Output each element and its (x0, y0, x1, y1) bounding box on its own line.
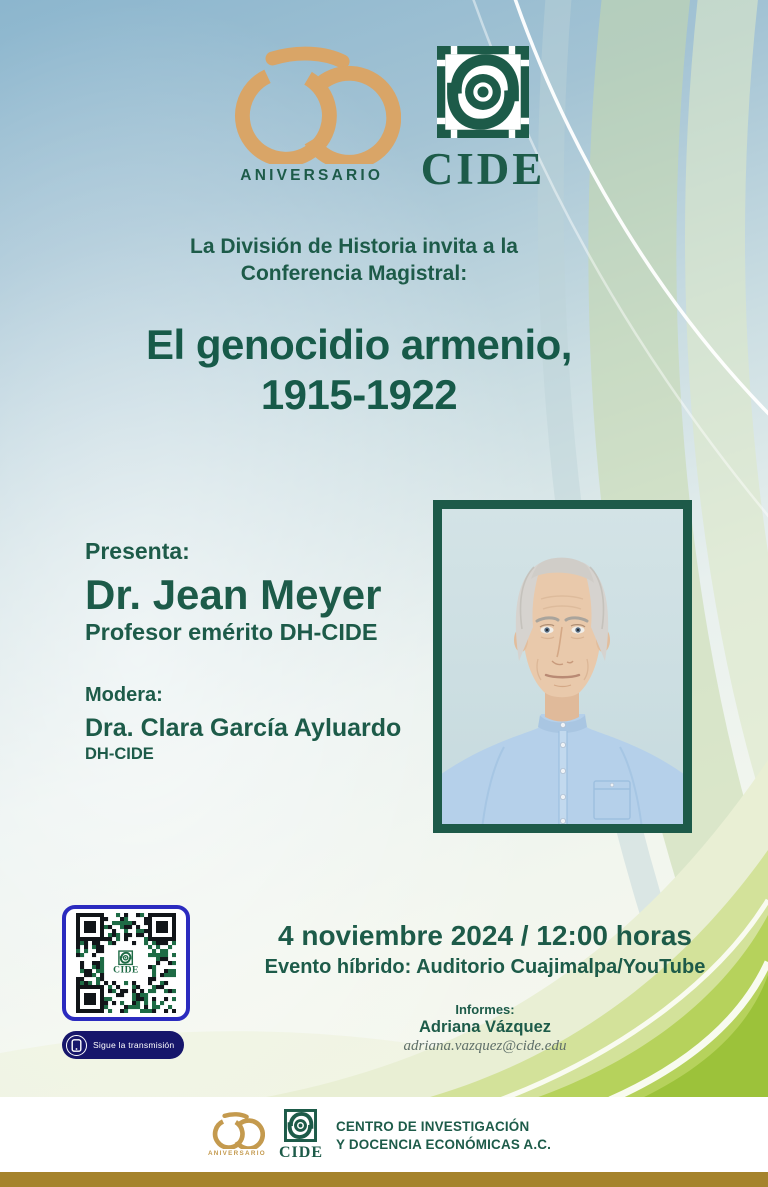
speaker-name: Dr. Jean Meyer (85, 571, 382, 618)
event-mode: Evento híbrido: Auditorio Cuajimalpa/YouTube (264, 956, 706, 978)
speaker-block (85, 538, 401, 764)
contact-email: adriana.vazquez@cide.edu (403, 1038, 567, 1054)
contact-name: Adriana Vázquez (418, 1018, 552, 1036)
cide-emblem-mini-icon (118, 950, 133, 965)
title-line2: 1915-1922 (260, 371, 458, 418)
qr-block (62, 905, 192, 1059)
footer-anniversary-logo (208, 1112, 266, 1157)
qr-center-logo (111, 949, 141, 977)
footer (0, 1097, 768, 1187)
qr-center-label: CIDE (113, 965, 139, 976)
title-line1: El genocidio armenio, (146, 321, 572, 368)
intro-text (0, 233, 708, 287)
contact-info (235, 1002, 735, 1055)
footer-band (0, 1097, 768, 1172)
moderator-label: Modera: (85, 684, 163, 707)
speaker-role: Profesor emérito DH-CIDE (85, 619, 378, 646)
footer-cide-logo (279, 1109, 323, 1161)
footer-gold-bar (0, 1172, 768, 1187)
qr-code[interactable] (76, 913, 176, 1013)
footer-anniversary-label: ANIVERSARIO (207, 1150, 266, 1157)
footer-cide-emblem-icon (284, 1109, 317, 1142)
contact-label: Informes: (455, 1002, 515, 1017)
footer-org-name (336, 1117, 551, 1153)
footer-org-line2: Y DOCENCIA ECONÓMICAS A.C. (336, 1135, 552, 1152)
speaker-photo (433, 500, 692, 833)
cide-emblem-icon (437, 46, 529, 138)
moderator-name: Dra. Clara García Ayluardo (85, 714, 402, 743)
footer-org-line1: CENTRO DE INVESTIGACIÓN (336, 1117, 530, 1134)
event-info (235, 920, 735, 979)
anniversary-label: ANIVERSARIO (240, 167, 384, 184)
phone-icon (66, 1035, 87, 1056)
moderator-affiliation: DH-CIDE (85, 745, 154, 764)
presents-label: Presenta: (85, 538, 190, 564)
qr-card (62, 905, 190, 1021)
footer-anniversary-50-mark-icon (209, 1112, 265, 1149)
event-datetime: 4 noviembre 2024 / 12:00 horas (278, 920, 692, 951)
page-title (0, 320, 718, 420)
anniversary-50-mark-icon (223, 46, 401, 164)
speaker-portrait-illustration (442, 509, 683, 824)
follow-stream-label: Sigue la transmisión (93, 1040, 175, 1050)
intro-line1: La División de Historia invita a la (190, 235, 518, 258)
header-logos (0, 46, 768, 192)
anniversary-50-logo (223, 46, 401, 185)
cide-wordmark: CIDE (420, 144, 546, 194)
intro-line2: Conferencia Magistral: (240, 262, 468, 285)
cide-logo (421, 46, 546, 192)
footer-cide-wordmark: CIDE (278, 1143, 323, 1161)
follow-stream-button[interactable] (62, 1031, 184, 1059)
